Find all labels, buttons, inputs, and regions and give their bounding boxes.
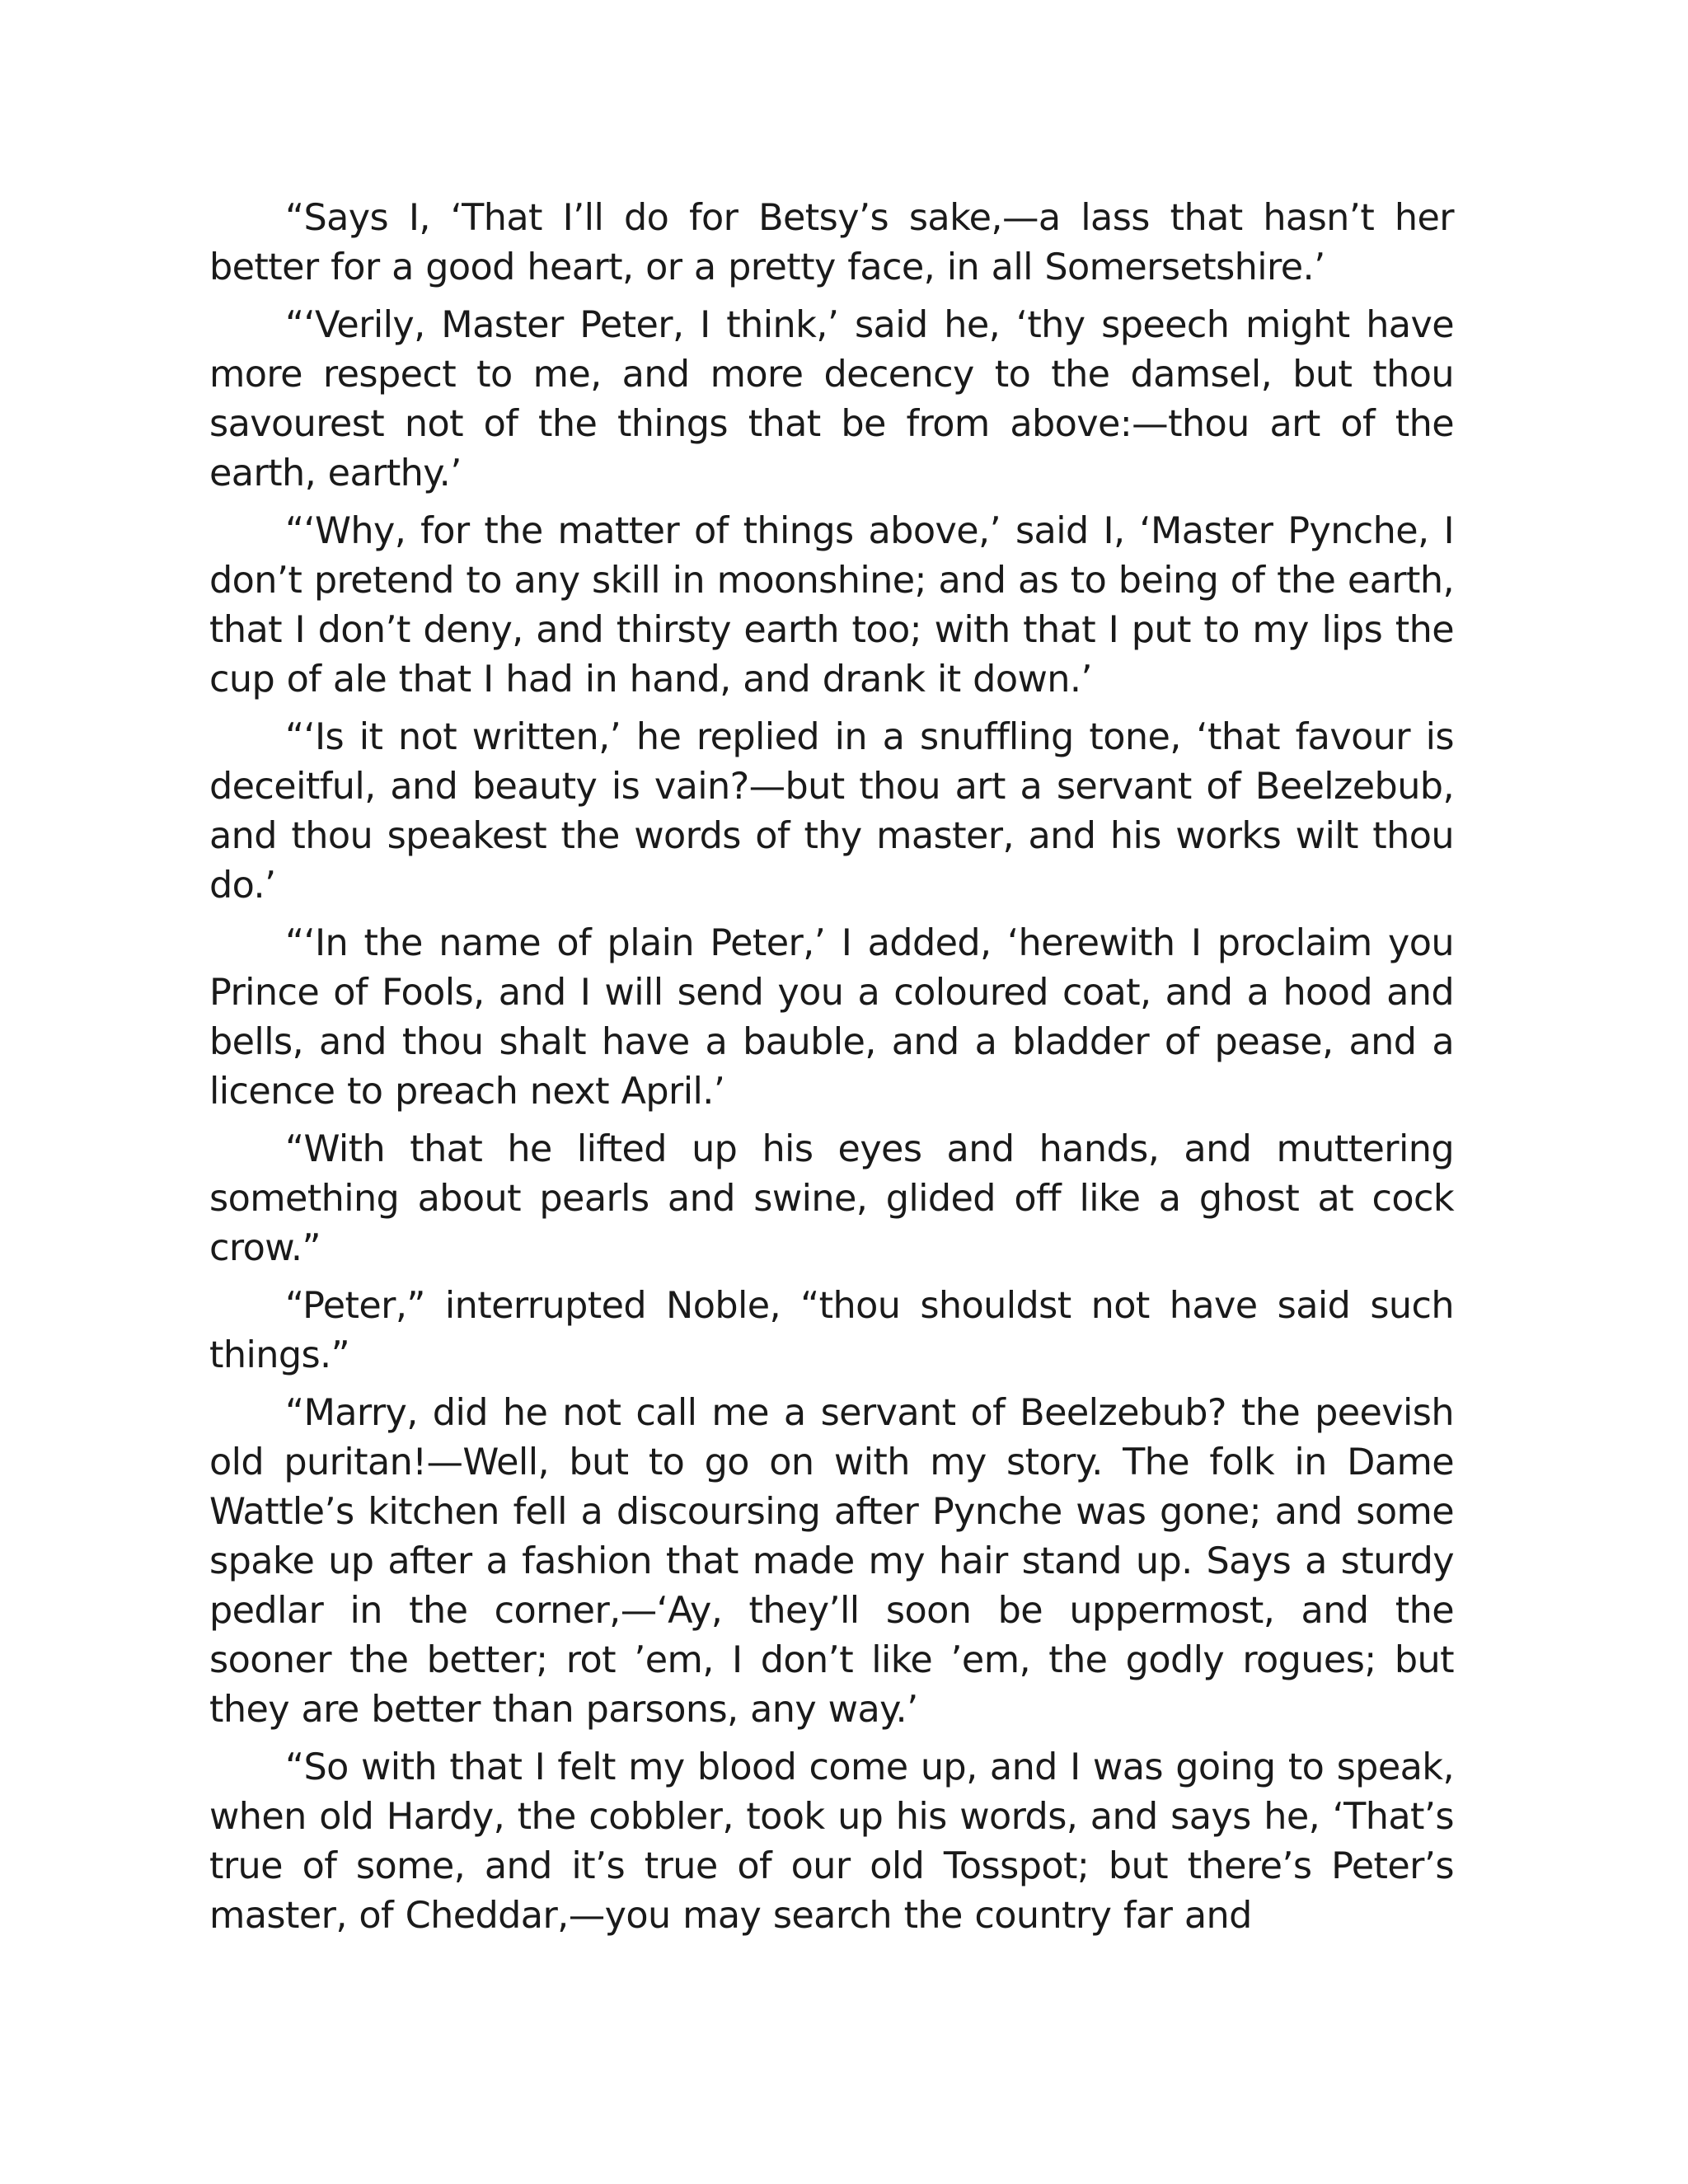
paragraph-1: “Says I, ‘That I’ll do for Betsy’s sake,—a lass that hasn’t her better for a good heart, or a pretty face, in all Somersetshire.’ — [209, 197, 1454, 288]
paragraph-6: “With that he lifted up his eyes and hands, and muttering something about pearls and swine, glided off like a ghost at cock crow.” — [209, 1128, 1454, 1269]
paragraph-9: “So with that I felt my blood come up, and I was going to speak, when old Hardy, the cobbler, took up his words, and says he, ‘That’s true of some, and it’s true of our old Tosspot; but there’s Peter’s master, of Cheddar,—you may search the country far and — [209, 1746, 1454, 1937]
book-page-text — [209, 194, 1454, 1949]
paragraph-4: “‘Is it not written,’ he replied in a snuffling tone, ‘that favour is deceitful, and beauty is vain?—but thou art a servant of Beelzebub, and thou speakest the words of thy master, and his works wilt thou do.’ — [209, 716, 1454, 907]
paragraph-8: “Marry, did he not call me a servant of Beelzebub? the peevish old puritan!—Well, but to go on with my story. The folk in Dame Wattle’s kitchen fell a discoursing after Pynche was gone; and some spake up after a fashion that made my hair stand up. Says a sturdy pedlar in the corner,—‘Ay, they’ll soon be uppermost, and the sooner the better; rot ’em, I don’t like ’em, the godly rogues; but they are better than parsons, any way.’ — [209, 1392, 1454, 1731]
paragraph-2: “‘Verily, Master Peter, I think,’ said he, ‘thy speech might have more respect to me, and more decency to the damsel, but thou savourest not of the things that be from above:—thou art of the earth, earthy.’ — [209, 304, 1454, 494]
paragraph-3: “‘Why, for the matter of things above,’ said I, ‘Master Pynche, I don’t pretend to any skill in moonshine; and as to being of the earth, that I don’t deny, and thirsty earth too; with that I put to my lips the cup of ale that I had in hand, and drank it down.’ — [209, 510, 1454, 701]
paragraph-7: “Peter,” interrupted Noble, “thou shouldst not have said such things.” — [209, 1285, 1454, 1376]
paragraph-5: “‘In the name of plain Peter,’ I added, ‘herewith I proclaim you Prince of Fools, and I will send you a coloured coat, and a hood and bells, and thou shalt have a bauble, and a bladder of pease, and a licence to preach next April.’ — [209, 922, 1454, 1113]
